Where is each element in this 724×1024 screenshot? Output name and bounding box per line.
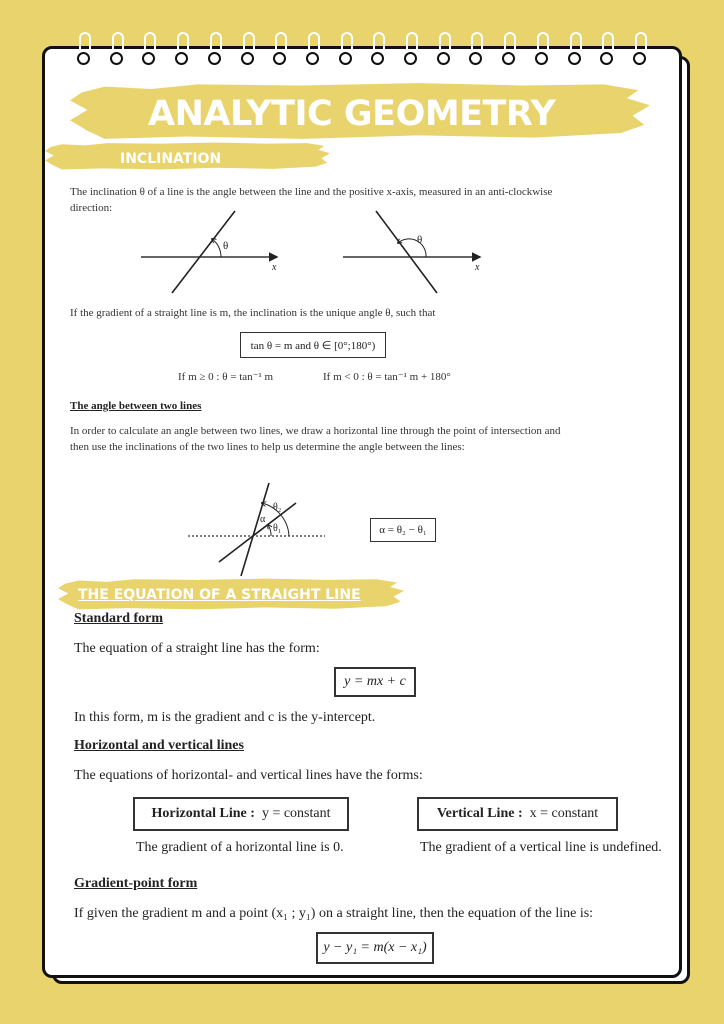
gradient-point-box <box>316 932 434 964</box>
shallow-line <box>219 503 296 562</box>
case-positive-gradient: If m ≥ 0 : θ = tan⁻¹ m <box>178 371 274 383</box>
vertical-line-label: Vertical Line : <box>436 806 523 821</box>
standard-form-formula: y = mx + c <box>344 674 406 689</box>
diagram-angle-between-lines <box>188 483 325 576</box>
section-heading-equation: THE EQUATION OF A STRAIGHT LINE <box>78 587 361 603</box>
alpha-formula: α = θ₂ − θ₁ <box>379 524 427 536</box>
horizontal-vertical-text: The equations of horizontal- and vertical lines have the forms: <box>74 768 423 783</box>
angle-between-text: In order to calculate an angle between two lines, we draw a horizontal line through the point of intersection and then use the inclinations of the two lines to help us determine the angle between the lines: <box>70 425 561 453</box>
x-axis-label: x <box>272 262 277 273</box>
slanted-line <box>376 211 437 293</box>
alpha-formula-box <box>370 518 436 542</box>
subheading-horizontal-vertical: Horizontal and vertical lines <box>74 738 244 753</box>
x-axis-label: x <box>475 262 480 273</box>
theta2-label: θ₂ <box>273 502 282 513</box>
inclination-formula-box <box>240 332 386 358</box>
vertical-line-formula: x = constant <box>529 806 599 821</box>
horizontal-line-label: Horizontal Line : <box>151 806 255 821</box>
gradient-text: If the gradient of a straight line is m, the inclination is the unique angle θ, such that <box>70 307 436 319</box>
theta-label: θ <box>223 240 229 252</box>
inclination-formula: tan θ = m and θ ∈ [0°;180°) <box>250 339 376 352</box>
gradient-point-text: If given the gradient m and a point (x₁ ; y₁) on a straight line, then the equation of the line is: <box>74 906 594 921</box>
case-negative-gradient: If m < 0 : θ = tan⁻¹ m + 180° <box>323 371 451 383</box>
theta1-label: θ₁ <box>273 523 282 534</box>
standard-form-explanation: In this form, m is the gradient and c is the y-intercept. <box>74 710 376 725</box>
diagram-obtuse-inclination <box>343 211 480 293</box>
gradient-point-formula: y − y₁ = m(x − x₁) <box>323 940 427 955</box>
page-title: ANALYTIC GEOMETRY <box>148 94 556 134</box>
theta-arc <box>212 239 221 257</box>
horizontal-gradient-note: The gradient of a horizontal line is 0. <box>136 840 344 855</box>
diagram-acute-inclination <box>141 211 277 293</box>
section-heading-inclination: INCLINATION <box>120 151 222 167</box>
inclination-intro-text: The inclination θ of a line is the angle between the line and the positive x-axis, measured in an anti-clockwise direction: <box>70 186 553 214</box>
vertical-gradient-note: The gradient of a vertical line is undefined. <box>420 840 662 855</box>
standard-form-text: The equation of a straight line has the form: <box>74 641 320 656</box>
horizontal-line-formula: y = constant <box>261 806 331 821</box>
theta-label: θ <box>417 234 423 246</box>
subheading-angle-between-lines: The angle between two lines <box>70 400 202 412</box>
alpha-label: α <box>260 514 266 525</box>
vertical-line-box <box>417 797 618 831</box>
theta1-arc <box>268 525 271 536</box>
subheading-gradient-point-form: Gradient-point form <box>74 876 198 891</box>
slanted-line <box>172 211 235 293</box>
horizontal-line-box <box>133 797 349 831</box>
steep-line <box>241 483 269 576</box>
standard-form-box <box>334 667 416 697</box>
subheading-standard-form: Standard form <box>74 611 164 626</box>
